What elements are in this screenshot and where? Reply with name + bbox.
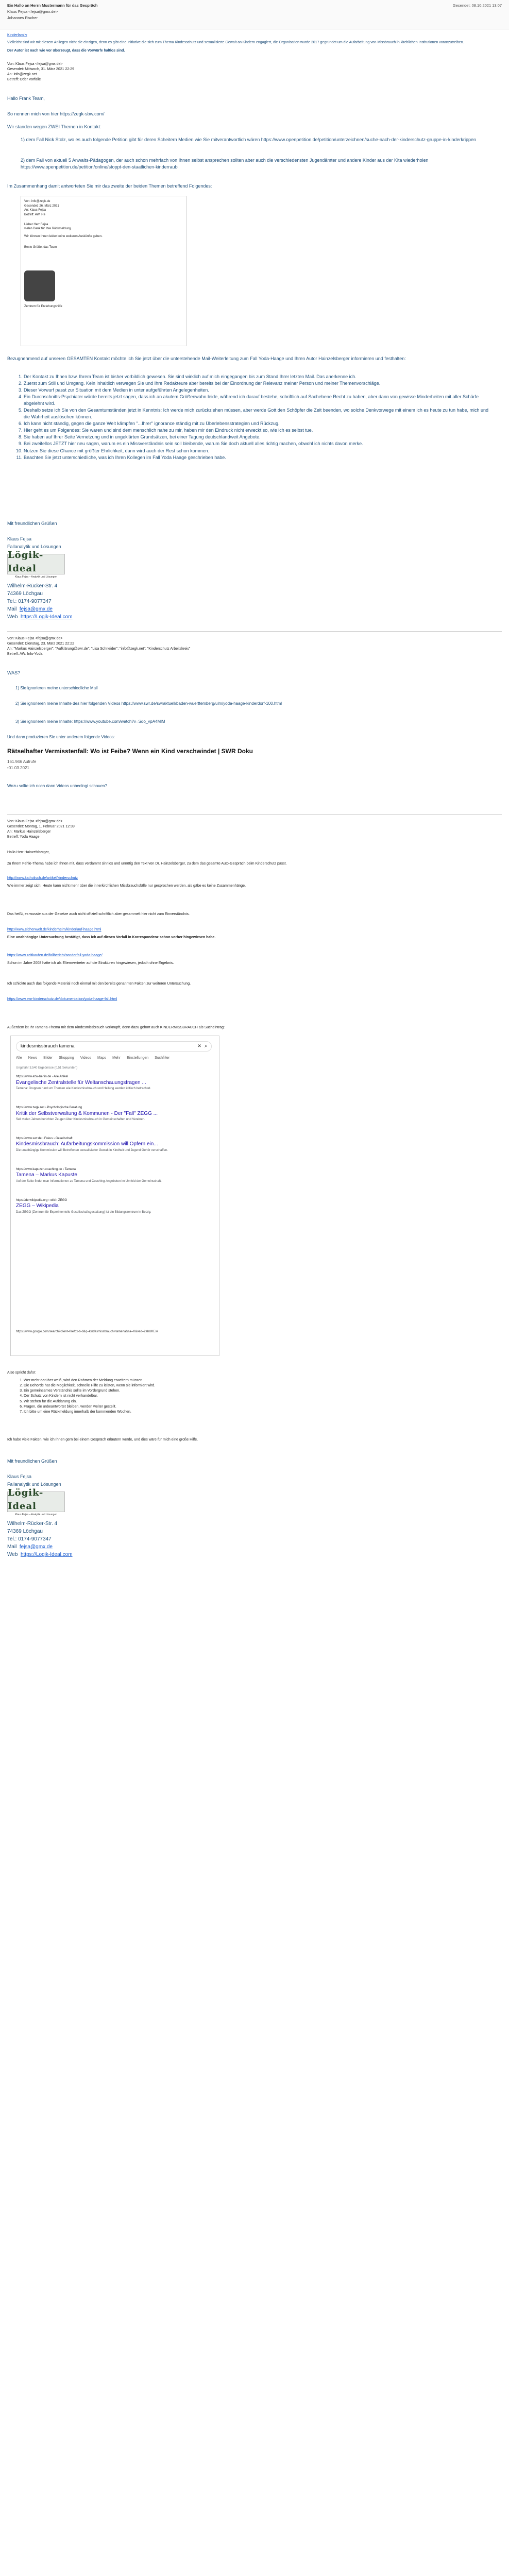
block1-an: An: info@zegk.net: [7, 73, 37, 77]
result-desc: Die unabhängige Kommission will Betroffenen sexualisierter Gewalt in Kindheit und Jugend Gehör verschaffen.: [16, 1148, 168, 1152]
divider: [7, 814, 502, 815]
block3-p6: Ich schickte auch das folgende Material noch einmal mit den bereits genannten Fakten zur weiteren Untersuchung.: [7, 982, 191, 986]
sig-address: [7, 582, 502, 621]
card-von: Von: info@zegk.de: [24, 200, 50, 203]
video-date: •01.03.2021: [7, 765, 29, 770]
block2-header: [7, 636, 502, 657]
card-line2: vielen Dank für Ihre Rückmeldung.: [24, 227, 72, 231]
block2-nutz: Und dann produzieren Sie unter anderem folgende Videos:: [7, 735, 115, 739]
block3-gesendet: Gesendet: Montag, 1. Februar 2021 12:39: [7, 825, 75, 829]
result-desc: Tamena: Gruppen rund um Themen wie Kindesmissbrauch und Heilung werden kritisch betrachtet.: [16, 1087, 151, 1091]
block2-was: WAS?: [7, 670, 21, 675]
search-results: [16, 1075, 212, 1229]
result-desc: Seit vielen Jahren berichten Zeugen über Kindesmissbrauch in Gemeinschaften und Vereinen.: [16, 1118, 145, 1122]
block1-betreff: Betreff: Oder Vorfälle: [7, 78, 41, 82]
sig2-subtitle: Fallanalytik und Lösungen: [7, 1482, 61, 1487]
block3-an: An: Markus Hainzelsberger: [7, 830, 51, 834]
mail-date: Gesendet: 08.10.2021 13:07: [452, 3, 502, 8]
closing-item: 5. Wir stehen für die Aufklärung ein.: [24, 1399, 495, 1404]
sig-logo-sub: Klaus Fejsa – Analytik und Lösungen: [15, 575, 57, 579]
sig2-name: Klaus Fejsa: [7, 1474, 32, 1479]
intro-paragraph: Vielleicht sind wir mit diesem Anliegen nicht die einzigen, denn es gibt eine Initiative die sich zum Thema Kindesschutz und sexualisierte Gewalt an Kindern engagiert, die Organisation wurde 2017 gegründet um die Aufarbeitung von Missbrauch in kirchlichen Institutionen voranzutreiben.: [7, 41, 464, 45]
closing-item: 2. Die Behörde hat die Möglichkeit, schnelle Hilfe zu leisten, wenn sie informiert wird.: [24, 1383, 495, 1388]
numbered-item: 4. Ein Durchschnitts-Psychiater würde bereits jetzt sagen, dass ich an akutem Größenwahn leide, während ich darauf bestehe, schriftlich auf Sachebene Recht zu haben, aber dann von gewisse Minderheiten mit aller Schärfe abgelehnt wird.: [24, 394, 495, 407]
divider: [7, 631, 502, 632]
search-bar[interactable]: [16, 1041, 212, 1052]
block3-hallo: Hallo Herr Hainzelsberger,: [7, 851, 50, 854]
card-line4: Beste Grüße, das Team: [24, 245, 57, 249]
search-tab[interactable]: Suchfilter: [155, 1056, 170, 1060]
sig2-logo-name: Lögik-Ideal: [8, 1487, 44, 1512]
sig2-mail-label: Mail: [7, 1544, 17, 1550]
mail-header: [0, 0, 509, 29]
numbered-item: 3. Dieser Vorwurf passt zur Situation mit dem Medien in unter aufgeführten Angelegenheiten.: [24, 387, 495, 394]
block2-betreff: Betreff: AW: Info-Yoda: [7, 652, 43, 656]
card-an: An: Klaus Fejsa: [24, 209, 46, 212]
block3-link2[interactable]: http://www.eichenwelt.de/kinderheim/kinderlauf-haage.html: [7, 928, 101, 931]
block3-betreff: Betreff: Yoda Haage: [7, 835, 40, 839]
search-query[interactable]: kindesmissbrauch tamena: [21, 1043, 75, 1049]
mail-to[interactable]: Johannes Fischer: [7, 15, 38, 20]
search-result[interactable]: [16, 1075, 212, 1091]
sehen-text: So nennen mich von hier https://zegk-sbw.com/: [7, 111, 105, 116]
sig-logo: [7, 550, 65, 579]
search-result[interactable]: [16, 1106, 212, 1122]
block3-p2: Wie immer zeigt sich: Heute kann nicht mehr über die innerkirchlichen Missbrauchsfälle nur gesprochen werden, als gäbe es keine Zusammenhänge.: [7, 884, 246, 888]
sig2-logo: [7, 1487, 65, 1517]
closing-item: 6. Fragen, die unbeantwortet bleiben, werden weiter gestellt.: [24, 1404, 495, 1410]
search-icon[interactable]: ⌕: [204, 1043, 207, 1049]
block3-p4: Eine unabhängige Untersuchung bestätigt, dass ich auf diesen Vorfall in Korrespondenz schon vorher hingewiesen habe.: [7, 936, 216, 939]
search-tabs: [16, 1056, 176, 1061]
result-url[interactable]: https://www.swr.de › Fokus › Gesellschaft: [16, 1137, 73, 1140]
card-line5: Zentrum für Erziehungshilfe: [24, 304, 62, 308]
close-icon[interactable]: ✕: [197, 1043, 201, 1049]
numbered-item: 10. Nutzen Sie diese Chance mit größter Ehrlichkeit, dann wird auch der Rest schon kommen.: [24, 448, 495, 454]
mid-paragraph: Bezugnehmend auf unseren GESAMTEN Kontakt möchte ich Sie jetzt über die unterstehende Mail-Weiterleitung zum Fall Yoda-Haage und Ihren Autor Hainzelsberger informieren und festhalten:: [7, 356, 406, 361]
block3-p3: Das heißt, es wusste aus der Gesetze auch nicht offiziell schriftlich aber gesammelt hier nicht zum Einverständnis.: [7, 912, 190, 916]
sig2-web-label: Web: [7, 1552, 18, 1557]
search-screenshot: [10, 1036, 219, 1356]
sig-name: Klaus Fejsa: [7, 536, 32, 541]
result-url[interactable]: https://www.ezw-berlin.de › Alle Artikel: [16, 1075, 69, 1078]
result-url[interactable]: https://www.zegk.net › Psychologische Beratung: [16, 1106, 82, 1109]
card-betreff: Betreff: AW: Re: [24, 213, 45, 217]
sig-street: Wilhelm-Rücker-Str. 4: [7, 583, 58, 589]
search-tab[interactable]: Maps: [97, 1056, 107, 1060]
numbered-item: 9. Bei zweifellos JETZT hier neu sagen, warum es ein Missverständnis sein soll bleibende, warum Sie doch aktuell alles richtig machen, obwohl ich nichts davon merke.: [24, 440, 495, 447]
card-gesendet: Gesendet: 26. März 2021: [24, 204, 59, 208]
block1-von: Von: Klaus Fejsa <fejsa@gmx.de>: [7, 62, 63, 66]
block3-p5: Schon im Jahre 2008 hatte ich als Elternvertreter auf die Strukturen hingewiesen, jedoch ohne Ergebnis.: [7, 961, 174, 965]
sig2-street: Wilhelm-Rücker-Str. 4: [7, 1521, 58, 1527]
numbered-item: 6. Ich kann nicht ständig, gegen die ganze Welt kämpfen "...Ihrer" ignorance ständig mit zu Überlebensstrategien und Rückzug.: [24, 420, 495, 427]
search-result[interactable]: [16, 1137, 212, 1153]
block3-link1[interactable]: http://www.katholisch.de/artikel/kinderschutz: [7, 876, 78, 880]
result-url[interactable]: https://www.kapuzen-coaching.de › Tamena: [16, 1167, 76, 1171]
video-title[interactable]: Rätselhafter Vermisstenfall: Wo ist Feibe? Wenn ein Kind verschwindet | SWR Doku: [7, 748, 253, 755]
sig2-tel: Tel.: 0174-9077347: [7, 1536, 52, 1542]
reply-card: [21, 196, 186, 346]
closing-item: 1. Wer mehr darüber weiß, wird den Rahmen der Meldung erweitern müssen.: [24, 1378, 495, 1383]
mail-subject: Ein Hallo an Herrn Mustermann für das Gespräch: [7, 3, 98, 8]
mail-from[interactable]: Klaus Fejsa <fejsa@gmx.de>: [7, 9, 58, 14]
search-count: Ungefähr 3.540 Ergebnisse (0,51 Sekunden): [16, 1066, 78, 1070]
search-tab[interactable]: Shopping: [59, 1056, 74, 1060]
search-result[interactable]: [16, 1198, 212, 1215]
numbered-item: 2. Zuerst zum Still und Umgang. Kein inhaltlich verwegen Sie und Ihre Redakteure aber bereits bei der Einordnung der Relevanz meiner Person und meiner Themenvorschläge.: [24, 380, 495, 387]
search-tab[interactable]: Mehr: [112, 1056, 121, 1060]
regards-1: Mit freundlichen Grüßen: [7, 521, 57, 526]
block2-sub1: 1) Sie ignorieren meine unterschiedliche Mail: [15, 686, 98, 690]
numbered-item: 1. Der Kontakt zu Ihnen bzw. Ihrem Team ist bisher vorbildlich gewesen. Sie sind wirklich auf mich eingegangen bis zum Stand Ihrer letzten Mail. Das anerkenne ich.: [24, 374, 495, 380]
intro-label[interactable]: Kinderfamily: [7, 33, 27, 37]
result-title[interactable]: ZEGG – Wikipedia: [16, 1203, 59, 1209]
video-views: 161.946 Aufrufe: [7, 759, 37, 765]
block2-wozu: Wozu sollte ich noch dann Videos unbedingt schauen?: [7, 784, 108, 788]
search-result[interactable]: [16, 1167, 212, 1184]
sig-mail[interactable]: fejsa@gmx.de: [19, 606, 53, 612]
result-desc: Auf der Seite findet man Informationen zu Tamena und Coaching-Angeboten im Umfeld der Gemeinschaft.: [16, 1179, 162, 1183]
numbered-list: [15, 374, 495, 461]
closing-regards: Mit freundlichen Grüßen: [7, 1459, 57, 1464]
search-tab[interactable]: Videos: [80, 1056, 91, 1060]
numbered-item: 8. Sie haben auf Ihrer Seite Vernetzung und in ungeklärten Grundsätzen, bei einer Tagung deutschlandweit Angebote.: [24, 434, 495, 440]
closing-item: 7. Ich bitte um eine Rückmeldung innerhalb der kommenden Wochen.: [24, 1410, 495, 1415]
result-title[interactable]: Kritik der Selbstverwaltung & Kommunen - Der "Fall" ZEGG ...: [16, 1110, 158, 1116]
sig-subtitle: Fallanalytik und Lösungen: [7, 544, 61, 549]
search-tab[interactable]: Alle: [16, 1056, 22, 1060]
video-card[interactable]: [7, 747, 502, 771]
result-desc: Das ZEGG (Zentrum für Experimentelle Gesellschaftsgestaltung) ist ein Bildungszentrum in Belzig.: [16, 1210, 151, 1214]
item-1: 1) dem Fall Nick Stolz, wo es auch folgende Petition gibt für deren Scheitern Medien wie Sie mitverantwortlich wären https://www.openpetition.de/petition/unterzeichnen/suche-nach-der-kinderschutz-gruppe-in-kinderkrippen: [21, 137, 476, 142]
closing-also: Also spricht dafür:: [7, 1371, 37, 1375]
numbered-item: 7. Hier geht es um Folgendes: Sie waren und sind dem menschlich nahe zu mir, haben mir den Eindruck nicht erweckt so, wie ich es selbst tue.: [24, 427, 495, 434]
block2-an: An: "Markus Hainzelsberger"; "Aufklärung@swr.de"; "Lisa Schneider"; "info@zegk.net"; "Kinderschutz Arbeitskreis": [7, 647, 191, 651]
block3-link3[interactable]: https://www.zeitkaufen.de/fallbericht/sonderfall-yoda-haage/: [7, 954, 103, 957]
numbered-item: 5. Deshalb setze ich Sie von den Gesamtumständen jetzt in Kenntnis: Ich werde mich zurückziehen müssen, aber werde Gott den Schöpfer die Zeit beenden, wo solche Denkvorwege mit einem ich es heute zu tun habe, mich und die Wahrheit auslöschen können.: [24, 407, 495, 420]
closing-item: 3. Ein gemeinsames Verständnis sollte im Vordergrund stehen.: [24, 1388, 495, 1394]
block3-p7: Außerdem ist Ihr Tamena-Thema mit dem Kindesmissbrauch verknüpft, denn dazu gehört auch KINDERMISSBRAUCH als Sucheintrag:: [7, 1026, 225, 1029]
search-tab[interactable]: Bilder: [43, 1056, 53, 1060]
sig2-web[interactable]: https://Logik-Ideal.com: [20, 1552, 73, 1557]
intro-section: [7, 33, 502, 54]
block2-sub2: 2) Sie ignorieren meine Inhalte des hier folgenden Videos https://www.swr.de/swraktuell/baden-wuerttemberg/ulm/yoda-haage-kinderdorf-100.html: [15, 701, 282, 706]
search-raw-url: https://www.google.com/search?client=firefox-b-d&q=kindesmissbrauch+tamena&sa=X&ved=2ahUKEwi: [16, 1330, 159, 1333]
sig-web[interactable]: https://Logik-Ideal.com: [20, 614, 73, 620]
card-line3: Wir können Ihnen leider keine weiteren Auskünfte geben.: [24, 235, 103, 239]
greeting: Hallo Frank Team,: [7, 96, 45, 101]
search-tab[interactable]: Einstellungen: [127, 1056, 149, 1060]
block1-gesendet: Gesendet: Mittwoch, 31. März 2021 22:29: [7, 67, 74, 72]
sig2-city: 74369 Löchgau: [7, 1529, 43, 1534]
search-tab[interactable]: News: [28, 1056, 38, 1060]
result-title[interactable]: Evangelische Zentralstelle für Weltanschauungsfragen ...: [16, 1079, 146, 1086]
block3-header: [7, 819, 502, 840]
intro-highlight: Der Autor ist nach wie vor überzeugt, dass die Vorwürfe haltlos sind.: [7, 49, 125, 53]
card-line1: Lieber Herr Fejsa: [24, 223, 48, 226]
block2-von: Von: Klaus Fejsa <fejsa@gmx.de>: [7, 637, 63, 640]
result-url[interactable]: https://de.wikipedia.org › wiki › ZEGG: [16, 1198, 67, 1202]
sig2-address: [7, 1520, 502, 1558]
block1-header: [7, 62, 502, 83]
item-2: 2) dem Fall von aktuell 5 Anwalts-Pädagogen, der auch schon mehrfach von Ihnen selbst ansprechen sollten aber auch die verschiedensten Jugendämter und andere Kinder aus der Kita wiederholen https://www.openpetition.de/petition/online/stoppt-den-staatlichen-kinderraub: [21, 158, 429, 170]
numbered-item: 11. Beachten Sie jetzt unterschiedliche, was ich Ihren Kollegen im Fall Yoda Haage geschrieben habe.: [24, 454, 495, 461]
block2-sub3: 3) Sie ignorieren meine Inhalte: https://www.youtube.com/watch?v=Sdo_vpA4MlM: [15, 719, 165, 724]
sig-mail-label: Mail: [7, 606, 17, 612]
sig-tel: Tel.: 0174-9077347: [7, 599, 52, 604]
sig-city: 74369 Löchgau: [7, 591, 43, 597]
closing-item: 4. Der Schutz von Kindern ist nicht verhandelbar.: [24, 1394, 495, 1399]
block3-von: Von: Klaus Fejsa <fejsa@gmx.de>: [7, 820, 63, 823]
sig2-logo-sub: Klaus Fejsa – Analytik und Lösungen: [15, 1513, 57, 1517]
andere-text: Im Zusammenhang damit antworteten Sie mir das zweite der beiden Themen betreffend Folgendes:: [7, 183, 212, 189]
result-title[interactable]: Kindesmissbrauch: Aufarbeitungskommission will Opfern ein...: [16, 1141, 158, 1147]
card-logo: [24, 270, 55, 301]
closing-list: [15, 1378, 495, 1415]
sig-web-label: Web: [7, 614, 18, 620]
two-themes: Wir standen wegen ZWEI Themen in Kontakt:: [7, 124, 101, 129]
block3-link4[interactable]: https://www.swr-kinderschutz.de/dokumentation/yoda-haage-fall.html: [7, 997, 117, 1001]
sig2-mail[interactable]: fejsa@gmx.de: [19, 1544, 53, 1550]
block3-p1: zu Ihrem Fehle-Thema habe ich Ihnen mit, dass verdammt sinnlos und unnötig den Text von Dr. Hainzelsberger, zu dem das gesamte Auto-Gespräch beim Kinderschutz passt.: [7, 862, 287, 866]
result-title[interactable]: Tamena – Markus Kapuste: [16, 1172, 77, 1178]
closing-final: Ich habe viele Fakten, wie ich Ihnen gern bei einem Gespräch erläutern werde, und dies wäre für mich eine große Hilfe.: [7, 1438, 198, 1442]
sig-logo-name: Lögik-Ideal: [8, 550, 44, 574]
block2-gesendet: Gesendet: Dienstag, 23. März 2021 22:22: [7, 642, 74, 646]
